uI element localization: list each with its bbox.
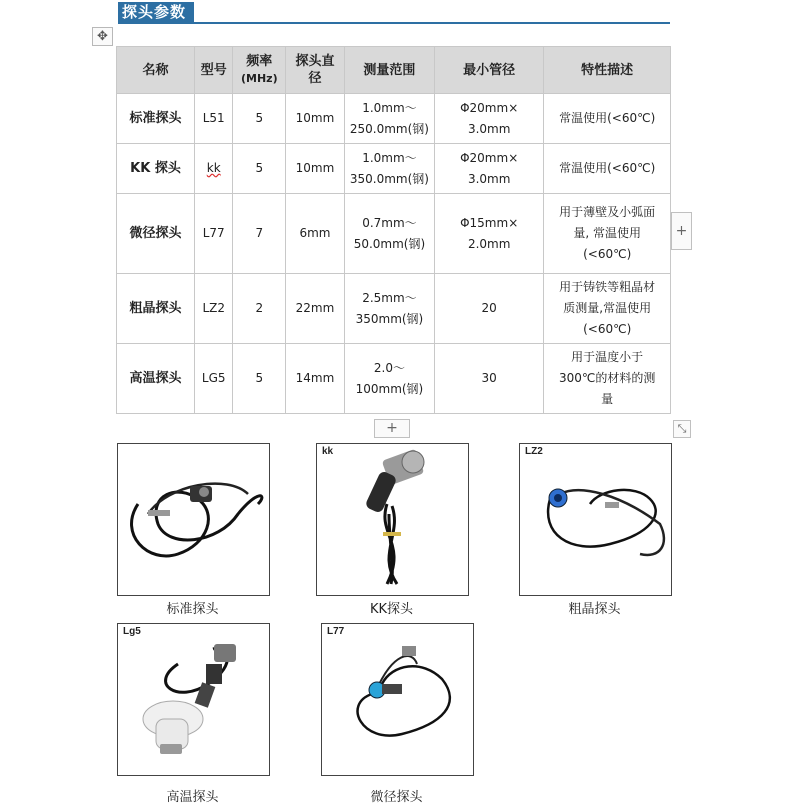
header-frequency: 频率 (MHz) [233, 47, 286, 94]
cell-name: 标准探头 [117, 94, 195, 144]
cell-range: 0.7mm～ 50.0mm(钢) [344, 194, 434, 274]
cell-description: 用于温度小于 300℃的材料的测 量 [544, 344, 671, 414]
probe-cable-image [118, 624, 269, 775]
cell-freq: 5 [233, 144, 286, 194]
caption-standard-probe: 标准探头 [166, 602, 219, 617]
cell-description: 用于薄壁及小弧面 量, 常温使用 (<60℃) [544, 194, 671, 274]
photo-standard-probe [117, 443, 270, 596]
cell-model: kk [194, 144, 232, 194]
cell-min-pipe: Φ20mm× 3.0mm [434, 94, 543, 144]
cell-min-pipe: 30 [434, 344, 543, 414]
photo-high-temp-probe [117, 623, 270, 776]
add-column-plus-icon[interactable]: + [374, 419, 410, 438]
cell-description: 常温使用(<60℃) [544, 144, 671, 194]
photo-micro-diameter-probe [321, 623, 474, 776]
cell-min-pipe: Φ20mm× 3.0mm [434, 144, 543, 194]
probe-cable-image [118, 444, 269, 595]
caption-high-temp-probe: 高温探头 [166, 790, 219, 805]
probe-cable-image [317, 444, 468, 595]
cell-min-pipe: 20 [434, 274, 543, 344]
header-diameter: 探头直 径 [286, 47, 345, 94]
cell-description: 常温使用(<60℃) [544, 94, 671, 144]
cell-model: LZ2 [194, 274, 232, 344]
resize-icon[interactable]: ⤡ [673, 420, 691, 438]
cell-diameter: 14mm [286, 344, 345, 414]
probe-params-table [116, 46, 671, 414]
table-row [117, 344, 671, 414]
header-name: 名称 [117, 47, 195, 94]
cell-range: 1.0mm～ 350.0mm(钢) [344, 144, 434, 194]
cell-freq: 2 [233, 274, 286, 344]
caption-kk-probe: KK探头 [369, 602, 414, 617]
probe-cable-image [520, 444, 671, 595]
photo-tag: kk [322, 446, 334, 457]
header-description: 特性描述 [544, 47, 671, 94]
caption-micro-diameter-probe: 微径探头 [370, 790, 423, 805]
photo-coarse-grain-probe [519, 443, 672, 596]
cell-freq: 5 [233, 94, 286, 144]
probe-cable-image [322, 624, 473, 775]
cell-diameter: 22mm [286, 274, 345, 344]
cell-range: 1.0mm～ 250.0mm(钢) [344, 94, 434, 144]
caption-coarse-grain-probe: 粗晶探头 [568, 602, 621, 617]
cell-name: 微径探头 [117, 194, 195, 274]
cell-name: 粗晶探头 [117, 274, 195, 344]
table-row [117, 144, 671, 194]
table-row [117, 94, 671, 144]
cell-diameter: 10mm [286, 94, 345, 144]
cell-freq: 5 [233, 344, 286, 414]
table-row [117, 274, 671, 344]
title-underline [118, 22, 670, 24]
photo-tag: LZ2 [525, 446, 543, 457]
table-row [117, 194, 671, 274]
header-model: 型号 [194, 47, 232, 94]
cell-range: 2.5mm～ 350mm(钢) [344, 274, 434, 344]
photo-tag: Lg5 [123, 626, 141, 637]
cell-model: LG5 [194, 344, 232, 414]
section-title: 探头参数 [118, 2, 194, 23]
photo-tag: L77 [327, 626, 345, 637]
cell-description: 用于铸铁等粗晶材 质测量,常温使用 (<60℃) [544, 274, 671, 344]
photo-kk-probe [316, 443, 469, 596]
cell-diameter: 6mm [286, 194, 345, 274]
header-min-pipe: 最小管径 [434, 47, 543, 94]
move-handle-icon[interactable]: ✥ [92, 27, 113, 46]
cell-range: 2.0～ 100mm(钢) [344, 344, 434, 414]
cell-model: L77 [194, 194, 232, 274]
cell-model: L51 [194, 94, 232, 144]
cell-name: KK 探头 [117, 144, 195, 194]
cell-freq: 7 [233, 194, 286, 274]
header-range: 测量范围 [344, 47, 434, 94]
cell-min-pipe: Φ15mm× 2.0mm [434, 194, 543, 274]
table-header-row [117, 47, 671, 94]
cell-name: 高温探头 [117, 344, 195, 414]
cell-diameter: 10mm [286, 144, 345, 194]
add-row-plus-icon[interactable]: + [671, 212, 692, 250]
